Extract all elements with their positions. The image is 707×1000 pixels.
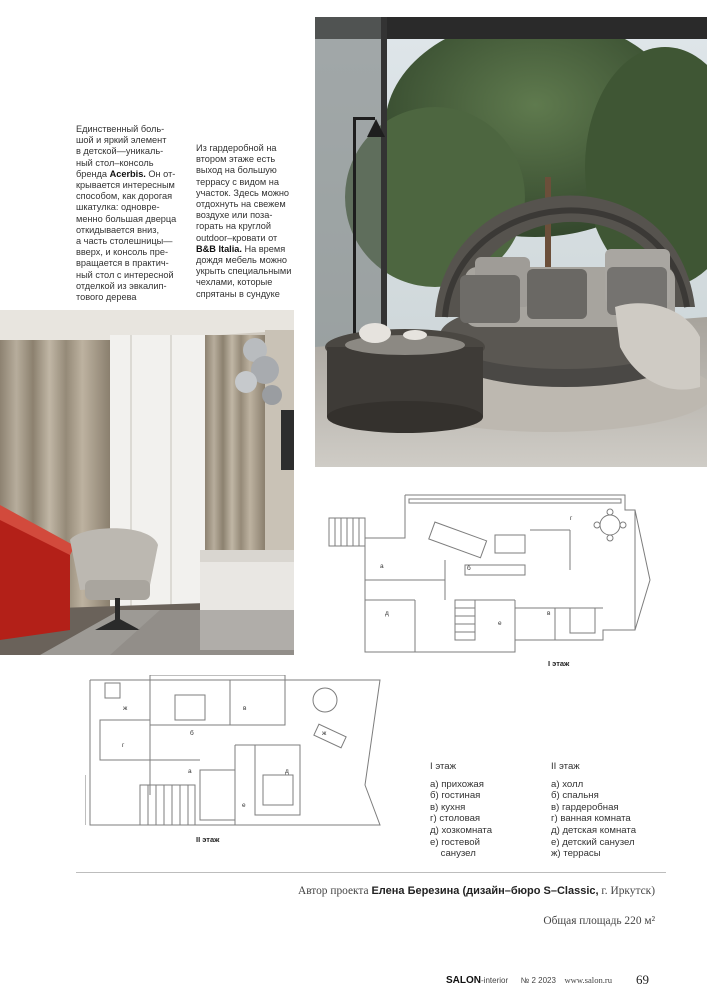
room-label: г [122, 742, 125, 749]
magazine-brand-sub: -interior [481, 976, 509, 985]
floor-plan-first-floor [325, 490, 655, 675]
caption-text: На время дождя мебель можно укрыть специальными чехлами, которые спрятаны в сундуке [196, 243, 292, 299]
legend-list [430, 779, 492, 860]
caption-text: Он от- крывается интересным способом, как дорогая шкатулка: одновре- менно большая дверца откидывается вниз, а часть столешницы— вверх, и консоль пре- вращается в практич- ный стол с интересной отделкой из эвкалип- тового дерева [76, 168, 177, 303]
room-label: б [190, 730, 194, 737]
legend-item: д) хозкомната [430, 824, 493, 836]
brand-name: Acerbis. [109, 168, 146, 179]
legend-item: а) прихожая [430, 778, 484, 790]
terrace-photo [315, 17, 707, 467]
page-number: 69 [636, 972, 649, 987]
nursery-photo [0, 310, 294, 655]
legend-item: б) гостиная [430, 790, 481, 802]
room-label: ж [123, 705, 128, 712]
credit-name: Елена Березина (дизайн–бюро S–Classic, [371, 885, 599, 897]
legend-heading: II этаж [551, 761, 580, 772]
caption-text: Единственный боль- шой и яркий элемент в детской—уникаль- ный стол–консоль бренда [76, 124, 167, 179]
legend-item: г) столовая [430, 813, 481, 825]
legend-list [551, 779, 636, 860]
legend-item: е) детский санузел [551, 836, 635, 848]
legend-item: е) гостевой [430, 836, 480, 848]
room-label: д [285, 768, 289, 775]
brand-name: B&B Italia. [196, 243, 242, 254]
credit-suffix: г. Иркутск) [598, 885, 655, 897]
room-label: в [243, 705, 247, 712]
legend-item: г) ванная комната [551, 813, 631, 825]
room-label: в [547, 610, 551, 617]
magazine-brand: SALON [446, 975, 481, 986]
caption-terrace [196, 143, 308, 300]
issue-number: № 2 2023 [520, 976, 556, 985]
legend-item: санузел [430, 848, 476, 860]
legend-heading: I этаж [430, 761, 457, 772]
room-label: ж [322, 730, 327, 737]
terrace-illustration [315, 17, 707, 467]
legend-item: б) спальня [551, 790, 599, 802]
caption-nursery-desk [76, 124, 188, 303]
floor1-plan-label: I этаж [548, 659, 570, 668]
room-label: а [380, 563, 384, 570]
project-credit [298, 885, 655, 897]
room-label: д [385, 610, 389, 617]
website: www.salon.ru [564, 975, 613, 985]
legend-item: в) кухня [430, 801, 466, 813]
caption-text: Из гардеробной на втором этаже есть выход на большую террасу с видом на участок. Здесь можно отдохнуть на свежем воздухе или поза- горать на круглой outdoor–кровати от [196, 143, 290, 243]
floor-plan-drawing [325, 490, 655, 675]
legend-second-floor [551, 761, 636, 860]
legend-item: а) холл [551, 778, 584, 790]
room-label: е [242, 802, 246, 809]
floor-plan-second-floor [85, 675, 385, 830]
legend-item: д) детская комната [551, 824, 637, 836]
nursery-illustration [0, 310, 294, 655]
total-area: Общая площадь 220 м² [543, 915, 655, 927]
room-label: а [188, 768, 192, 775]
room-label: г [570, 515, 573, 522]
legend-item: ж) террасы [551, 848, 601, 860]
floor-plan-drawing [85, 675, 385, 830]
room-label: б [467, 565, 471, 572]
page-footer [446, 975, 612, 986]
legend-item: в) гардеробная [551, 801, 619, 813]
divider-rule [76, 872, 666, 873]
room-label: е [498, 620, 502, 627]
legend-first-floor [430, 761, 492, 860]
floor2-plan-label: II этаж [196, 835, 220, 844]
credit-prefix: Автор проекта [297, 885, 372, 897]
